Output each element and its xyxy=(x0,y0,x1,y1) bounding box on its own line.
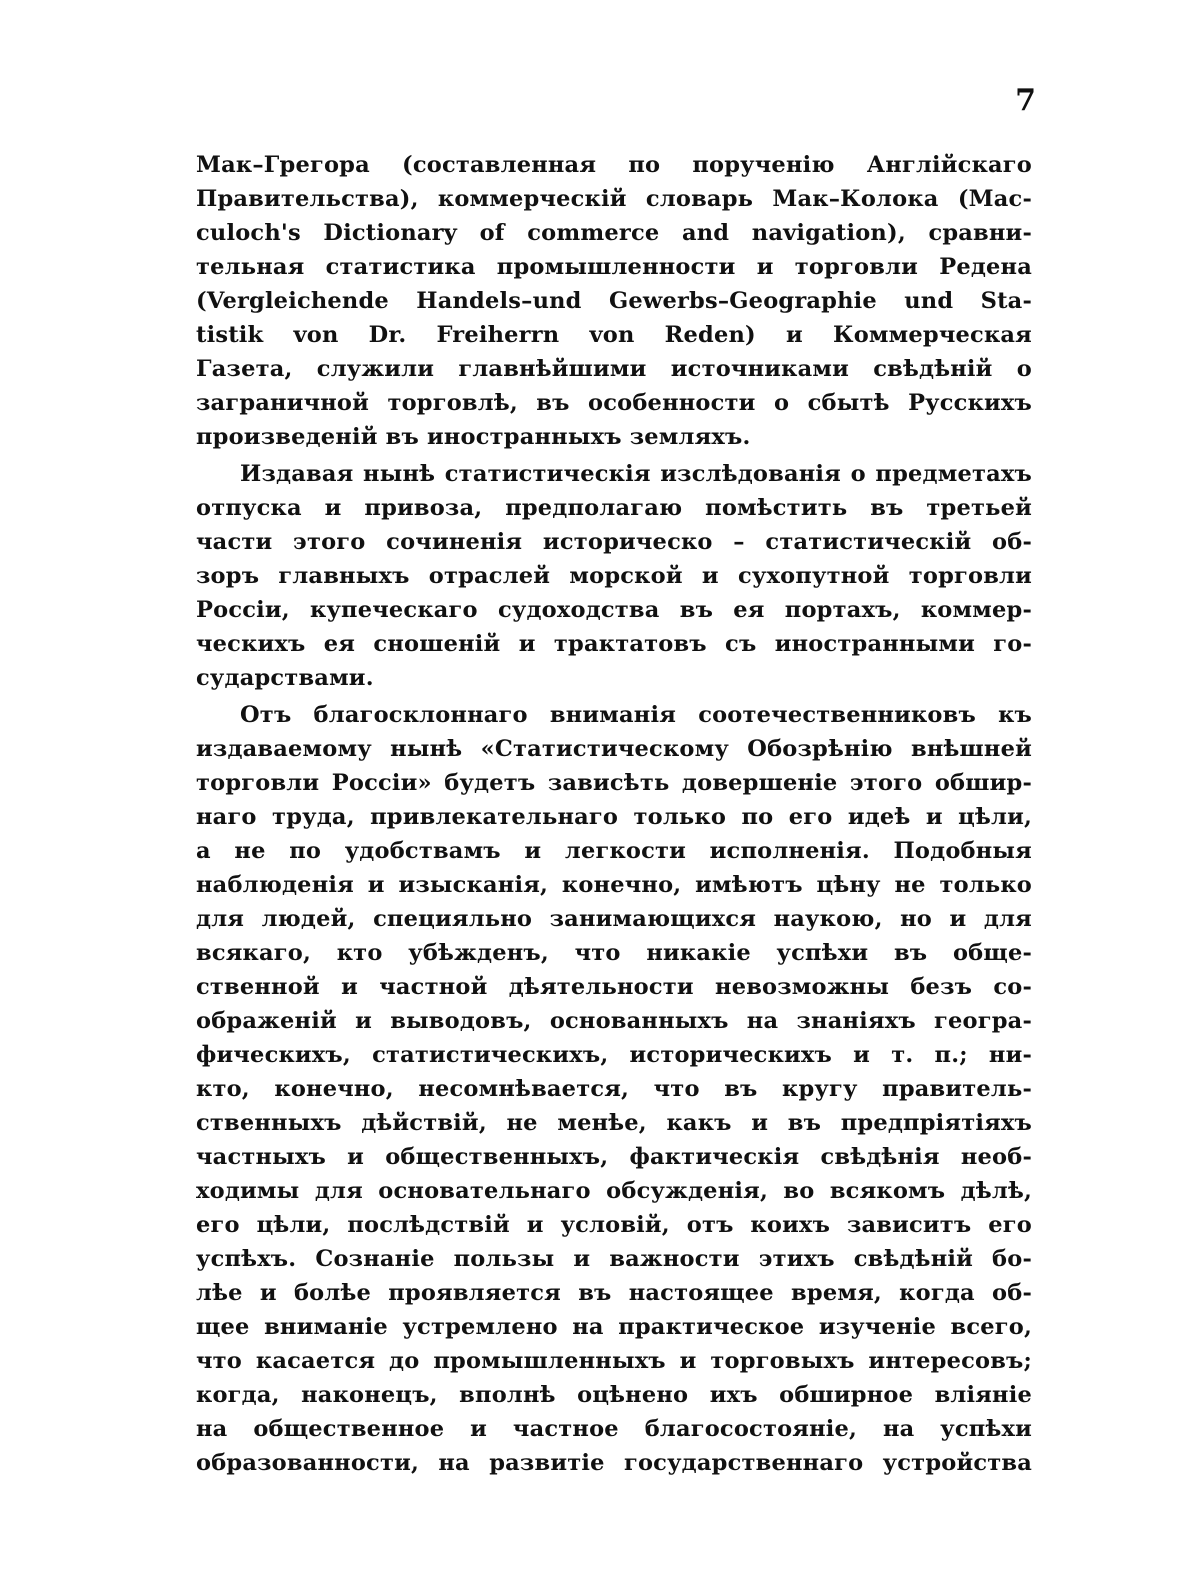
page-number: 7 xyxy=(1015,83,1036,118)
text-line: фическихъ, статистическихъ, историческихъ и т. п.; ни- xyxy=(196,1042,1032,1068)
text-line: Газета, служили главнѣйшими источниками свѣдѣній о xyxy=(196,356,1032,382)
text-line: лѣе и болѣе проявляется въ настоящее время, когда об- xyxy=(196,1280,1032,1306)
text-line: зоръ главныхъ отраслей морской и сухопутной торговли xyxy=(196,563,1032,589)
text-line: ственной и частной дѣятельности невозможны безъ со- xyxy=(196,974,1032,1000)
text-line: издаваемому нынѣ «Статистическому Обозрѣнію внѣшней xyxy=(196,736,1032,762)
text-line: Отъ благосклоннаго вниманія соотечественниковъ къ xyxy=(240,702,1032,728)
text-line: произведеній въ иностранныхъ земляхъ. xyxy=(196,424,751,450)
text-line: успѣхъ. Сознаніе пользы и важности этихъ свѣдѣній бо- xyxy=(196,1246,1032,1272)
text-line: Правительства), коммерческій словарь Мак–Колока (Мас- xyxy=(196,186,1032,212)
text-line: частныхъ и общественныхъ, фактическія свѣдѣнія необ- xyxy=(196,1144,1032,1170)
text-line: culoch's Dictionary of commerce and navigation), сравни- xyxy=(196,220,1032,246)
text-line: ображеній и выводовъ, основанныхъ на знаніяхъ геогра- xyxy=(196,1008,1032,1034)
body-text xyxy=(196,148,1032,1480)
text-line: наго труда, привлекательнаго только по его идеѣ и цѣли, xyxy=(196,804,1032,830)
text-line: ческихъ ея сношеній и трактатовъ съ иностранными го- xyxy=(196,631,1032,657)
text-line: его цѣли, послѣдствій и условій, отъ коихъ зависитъ его xyxy=(196,1212,1032,1238)
text-line: что касается до промышленныхъ и торговыхъ интересовъ; xyxy=(196,1348,1032,1374)
text-line: для людей, специяльно занимающихся наукою, но и для xyxy=(196,906,1032,932)
text-line: образованности, на развитіе государственнаго устройства xyxy=(196,1450,1032,1476)
text-line: (Vergleichende Handels–und Gewerbs–Geographie und Sta- xyxy=(196,288,1032,314)
text-line: tistik von Dr. Freiherrn von Reden) и Коммерческая xyxy=(196,322,1032,348)
text-line: когда, наконецъ, вполнѣ оцѣнено ихъ обширное вліяніе xyxy=(196,1382,1032,1408)
text-line: ходимы для основательнаго обсужденія, во всякомъ дѣлѣ, xyxy=(196,1178,1032,1204)
text-line: заграничной торговлѣ, въ особенности о сбытѣ Русскихъ xyxy=(196,390,1032,416)
text-line: наблюденія и изысканія, конечно, имѣютъ цѣну не только xyxy=(196,872,1032,898)
text-line: части этого сочиненія историческо – статистическій об- xyxy=(196,529,1032,555)
text-line: а не по удобствамъ и легкости исполненія. Подобныя xyxy=(196,838,1032,864)
text-line: щее вниманіе устремлено на практическое изученіе всего, xyxy=(196,1314,1032,1340)
text-line: тельная статистика промышленности и торговли Редена xyxy=(196,254,1032,280)
text-line: Издавая нынѣ статистическія изслѣдованія о предметахъ xyxy=(240,461,1032,487)
text-line: на общественное и частное благосостояніе, на успѣхи xyxy=(196,1416,1032,1442)
paragraph xyxy=(196,457,1032,695)
text-line: отпуска и привоза, предполагаю помѣстить въ третьей xyxy=(196,495,1032,521)
text-line: кто, конечно, несомнѣвается, что въ кругу правитель- xyxy=(196,1076,1032,1102)
text-line: торговли Россіи» будетъ зависѣть довершеніе этого обшир- xyxy=(196,770,1032,796)
text-line: всякаго, кто убѣжденъ, что никакіе успѣхи въ обще- xyxy=(196,940,1032,966)
paragraph xyxy=(196,148,1032,454)
paragraph xyxy=(196,698,1032,1480)
text-line: сударствами. xyxy=(196,665,374,691)
text-line: ственныхъ дѣйствій, не менѣе, какъ и въ предпріятіяхъ xyxy=(196,1110,1032,1136)
text-line: Россіи, купеческаго судоходства въ ея портахъ, коммер- xyxy=(196,597,1032,623)
text-line: Мак–Грегора (составленная по порученію Англійскаго xyxy=(196,152,1032,178)
